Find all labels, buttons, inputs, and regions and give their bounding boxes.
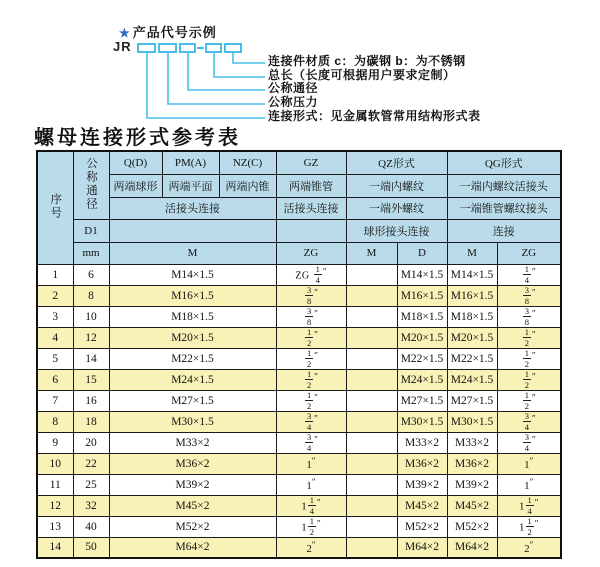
cell-no: 14 xyxy=(37,537,73,558)
cell-dn: 32 xyxy=(73,495,109,516)
cell-qz-m xyxy=(346,411,397,432)
cell-m: M22×1.5 xyxy=(109,348,276,369)
cell-dn: 6 xyxy=(73,264,109,285)
cell-qg-zg: $\frac{1}{2}$ ″ xyxy=(497,327,561,348)
header-m-label: M xyxy=(109,242,276,264)
header-qz-d: D xyxy=(397,242,447,264)
cell-dn: 40 xyxy=(73,516,109,537)
cell-gz: 1″ xyxy=(276,474,346,495)
cell-dn: 25 xyxy=(73,474,109,495)
header-col-qg: QG形式 xyxy=(447,151,561,174)
cell-qg-m: M20×1.5 xyxy=(447,327,497,348)
cell-qg-zg: 1″ xyxy=(497,474,561,495)
cell-dn: 20 xyxy=(73,432,109,453)
table-row xyxy=(37,453,561,474)
code-box xyxy=(206,44,221,52)
header-col-pm: PM(A) xyxy=(162,151,219,174)
cell-m: M36×2 xyxy=(109,453,276,474)
cell-qg-m: M33×2 xyxy=(447,432,497,453)
reference-table xyxy=(36,150,562,559)
header-diameter: 公称通径 xyxy=(73,151,109,219)
table-body xyxy=(37,264,561,558)
cell-m: M18×1.5 xyxy=(109,306,276,327)
cell-m: M45×2 xyxy=(109,495,276,516)
cell-qz-m xyxy=(346,390,397,411)
cell-gz: ZG $\frac{1}{4}$ ″ xyxy=(276,264,346,285)
cell-qz-m xyxy=(346,369,397,390)
table-row xyxy=(37,327,561,348)
cell-dn: 50 xyxy=(73,537,109,558)
cell-gz: 1 $\frac{1}{4}$ ″ xyxy=(276,495,346,516)
cell-qz-d: M45×2 xyxy=(397,495,447,516)
code-label-diameter: 公称通径 xyxy=(268,81,319,96)
cell-no: 12 xyxy=(37,495,73,516)
cell-qg-zg: $\frac{1}{2}$ ″ xyxy=(497,390,561,411)
cell-qz-m xyxy=(346,495,397,516)
cell-no: 3 xyxy=(37,306,73,327)
cell-qz-m xyxy=(346,306,397,327)
header-empty-qpmnz xyxy=(109,219,276,242)
cell-qg-zg: 1 $\frac{1}{2}$ ″ xyxy=(497,516,561,537)
table-row xyxy=(37,306,561,327)
header-qz-conn: 球形接头连接 xyxy=(346,219,447,242)
code-labels xyxy=(268,55,481,123)
cell-dn: 18 xyxy=(73,411,109,432)
connector-line xyxy=(168,53,265,104)
cell-no: 5 xyxy=(37,348,73,369)
cell-no: 8 xyxy=(37,411,73,432)
header-qg-desc2: 一端锥管螺纹接头 xyxy=(447,197,561,219)
cell-no: 6 xyxy=(37,369,73,390)
cell-no: 9 xyxy=(37,432,73,453)
table-row xyxy=(37,369,561,390)
cell-qz-m xyxy=(346,264,397,285)
cell-qz-m xyxy=(346,516,397,537)
cell-dn: 8 xyxy=(73,285,109,306)
cell-m: M24×1.5 xyxy=(109,369,276,390)
cell-qz-d: M52×2 xyxy=(397,516,447,537)
header-col-qz: QZ形式 xyxy=(346,151,447,174)
cell-qz-d: M18×1.5 xyxy=(397,306,447,327)
cell-qg-zg: 1 $\frac{1}{4}$ ″ xyxy=(497,495,561,516)
code-box xyxy=(180,44,195,52)
cell-no: 2 xyxy=(37,285,73,306)
table-row xyxy=(37,348,561,369)
table-title: 螺母连接形式参考表 xyxy=(34,127,241,149)
table-row xyxy=(37,264,561,285)
cell-qz-d: M20×1.5 xyxy=(397,327,447,348)
code-box xyxy=(138,44,155,52)
cell-qz-m xyxy=(346,327,397,348)
header-seq: 序号 xyxy=(37,151,73,264)
cell-qg-zg: $\frac{3}{4}$ ″ xyxy=(497,411,561,432)
cell-m: M14×1.5 xyxy=(109,264,276,285)
cell-gz: 1″ xyxy=(276,453,346,474)
cell-gz: 2″ xyxy=(276,537,346,558)
header-qz-m: M xyxy=(346,242,397,264)
code-box xyxy=(225,44,241,52)
header-zg-label: ZG xyxy=(276,242,346,264)
cell-dn: 14 xyxy=(73,348,109,369)
header-qpmnz-conn: 活接头连接 xyxy=(109,197,276,219)
cell-qz-d: M36×2 xyxy=(397,453,447,474)
cell-no: 1 xyxy=(37,264,73,285)
table-row xyxy=(37,474,561,495)
cell-qg-zg: $\frac{1}{2}$ ″ xyxy=(497,348,561,369)
cell-qz-d: M24×1.5 xyxy=(397,369,447,390)
cell-m: M64×2 xyxy=(109,537,276,558)
connector-line xyxy=(188,53,265,90)
header-d1: D1 xyxy=(73,219,109,242)
table-row xyxy=(37,516,561,537)
cell-qz-m xyxy=(346,474,397,495)
code-label-material: 连接件材质 c：为碳钢 b：为不锈钢 xyxy=(268,54,466,68)
table-row xyxy=(37,495,561,516)
cell-qz-d: M39×2 xyxy=(397,474,447,495)
cell-gz: $\frac{3}{4}$ ″ xyxy=(276,411,346,432)
cell-qz-d: M64×2 xyxy=(397,537,447,558)
header-nz-desc: 两端内锥 xyxy=(219,174,276,197)
cell-dn: 12 xyxy=(73,327,109,348)
cell-qz-d: M30×1.5 xyxy=(397,411,447,432)
cell-dn: 22 xyxy=(73,453,109,474)
header-qz-desc1: 一端内螺纹 xyxy=(346,174,447,197)
cell-qz-m xyxy=(346,348,397,369)
table-row xyxy=(37,432,561,453)
cell-qg-m: M36×2 xyxy=(447,453,497,474)
cell-no: 7 xyxy=(37,390,73,411)
code-box xyxy=(159,44,176,52)
cell-qg-m: M52×2 xyxy=(447,516,497,537)
cell-no: 10 xyxy=(37,453,73,474)
cell-qg-zg: $\frac{3}{4}$ ″ xyxy=(497,432,561,453)
product-code-diagram xyxy=(0,0,600,130)
cell-qg-zg: $\frac{3}{8}$ ″ xyxy=(497,306,561,327)
header-col-nz: NZ(C) xyxy=(219,151,276,174)
cell-gz: $\frac{1}{2}$ ″ xyxy=(276,390,346,411)
cell-qg-m: M14×1.5 xyxy=(447,264,497,285)
cell-qg-m: M22×1.5 xyxy=(447,348,497,369)
cell-m: M16×1.5 xyxy=(109,285,276,306)
cell-m: M27×1.5 xyxy=(109,390,276,411)
cell-qg-m: M30×1.5 xyxy=(447,411,497,432)
header-q-desc: 两端球形 xyxy=(109,174,162,197)
cell-qg-zg: $\frac{3}{8}$ ″ xyxy=(497,285,561,306)
cell-qz-d: M22×1.5 xyxy=(397,348,447,369)
cell-m: M52×2 xyxy=(109,516,276,537)
cell-gz: $\frac{3}{8}$ ″ xyxy=(276,306,346,327)
product-code-prefix: JR xyxy=(113,39,132,54)
cell-qg-m: M16×1.5 xyxy=(447,285,497,306)
cell-m: M39×2 xyxy=(109,474,276,495)
cell-gz: $\frac{1}{2}$ ″ xyxy=(276,327,346,348)
code-label-connection: 连接形式：见金属软管常用结构形式表 xyxy=(268,108,481,123)
header-qg-desc1: 一端内螺纹活接头 xyxy=(447,174,561,197)
diagram-title-text: 产品代号示例 xyxy=(132,25,217,40)
header-qg-zg: ZG xyxy=(497,242,561,264)
header-qz-desc2: 一端外螺纹 xyxy=(346,197,447,219)
reference-table-wrap xyxy=(36,150,562,559)
cell-dn: 15 xyxy=(73,369,109,390)
cell-dn: 16 xyxy=(73,390,109,411)
header-qg-m: M xyxy=(447,242,497,264)
cell-qz-d: M27×1.5 xyxy=(397,390,447,411)
diagram-title xyxy=(119,22,217,41)
cell-gz: $\frac{3}{4}$ ″ xyxy=(276,432,346,453)
cell-qz-d: M33×2 xyxy=(397,432,447,453)
cell-qg-m: M24×1.5 xyxy=(447,369,497,390)
cell-gz: $\frac{1}{2}$ ″ xyxy=(276,369,346,390)
cell-qg-zg: 1″ xyxy=(497,453,561,474)
cell-qz-d: M16×1.5 xyxy=(397,285,447,306)
header-empty-gz xyxy=(276,219,346,242)
cell-dn: 10 xyxy=(73,306,109,327)
header-col-gz: GZ xyxy=(276,151,346,174)
cell-qg-m: M64×2 xyxy=(447,537,497,558)
cell-qz-m xyxy=(346,453,397,474)
connector-line xyxy=(233,53,265,63)
cell-no: 13 xyxy=(37,516,73,537)
cell-qg-zg: 2″ xyxy=(497,537,561,558)
header-gz-desc: 两端锥管 xyxy=(276,174,346,197)
cell-qz-d: M14×1.5 xyxy=(397,264,447,285)
connector-line xyxy=(214,53,265,77)
cell-qg-zg: $\frac{1}{4}$ ″ xyxy=(497,264,561,285)
table-row xyxy=(37,390,561,411)
cell-qg-zg: $\frac{1}{2}$ ″ xyxy=(497,369,561,390)
cell-m: M30×1.5 xyxy=(109,411,276,432)
header-pm-desc: 两端平面 xyxy=(162,174,219,197)
cell-qz-m xyxy=(346,432,397,453)
table-row xyxy=(37,537,561,558)
cell-qg-m: M45×2 xyxy=(447,495,497,516)
header-col-q: Q(D) xyxy=(109,151,162,174)
star-icon: ★ xyxy=(119,26,131,40)
cell-qg-m: M39×2 xyxy=(447,474,497,495)
cell-m: M20×1.5 xyxy=(109,327,276,348)
cell-no: 11 xyxy=(37,474,73,495)
header-mm: mm xyxy=(73,242,109,264)
code-label-length: 总长（长度可根据用户要求定制） xyxy=(268,67,456,82)
cell-qz-m xyxy=(346,537,397,558)
cell-no: 4 xyxy=(37,327,73,348)
table-row xyxy=(37,285,561,306)
header-qg-conn: 连接 xyxy=(447,219,561,242)
cell-qz-m xyxy=(346,285,397,306)
cell-m: M33×2 xyxy=(109,432,276,453)
cell-gz: $\frac{3}{8}$ ″ xyxy=(276,285,346,306)
cell-gz: 1 $\frac{1}{2}$ ″ xyxy=(276,516,346,537)
header-gz-conn: 活接头连接 xyxy=(276,197,346,219)
code-label-pressure: 公称压力 xyxy=(268,95,319,110)
table-row xyxy=(37,411,561,432)
cell-qg-m: M18×1.5 xyxy=(447,306,497,327)
cell-qg-m: M27×1.5 xyxy=(447,390,497,411)
cell-gz: $\frac{1}{2}$ ″ xyxy=(276,348,346,369)
